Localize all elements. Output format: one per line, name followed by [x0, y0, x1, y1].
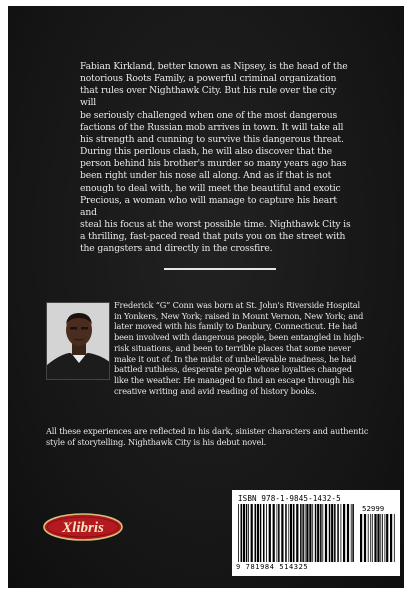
bio-line: creative writing and avid reading of history books. — [114, 385, 317, 396]
barcode-bar — [394, 514, 395, 562]
blurb-line: person behind his brother's murder so many years ago has — [80, 158, 347, 170]
barcode-bar — [273, 504, 275, 562]
isbn-label: ISBN 978-1-9845-1432-5 — [238, 494, 341, 503]
barcode-bar — [309, 504, 311, 562]
barcode-bar — [329, 504, 331, 562]
barcode-bar — [343, 504, 345, 562]
author-portrait-icon — [47, 303, 110, 380]
addon-barcode — [360, 514, 396, 562]
barcode-bar — [380, 514, 381, 562]
bio-line: make it out of. In the midst of unbelievable madness, he had — [114, 353, 357, 364]
blurb-line: Fabian Kirkland, better known as Nipsey, is the head of the — [80, 61, 348, 72]
xlibris-logo-icon — [42, 512, 124, 542]
barcode-bar — [331, 504, 333, 562]
barcode-bar — [368, 514, 369, 562]
bio-line: in Yonkers, New York; raised in Mount Vernon, New York; and — [114, 310, 364, 321]
blurb-line: factions of the Russian mob arrives in town. It will take all — [80, 121, 344, 133]
barcode-bar — [364, 514, 366, 562]
barcode-bar — [263, 504, 265, 562]
barcode-bar — [293, 504, 295, 562]
barcode-bar — [341, 504, 342, 562]
barcode-bar — [322, 504, 323, 562]
barcode-bar — [257, 504, 259, 562]
barcode-bar — [377, 514, 379, 562]
barcode-bar — [302, 504, 304, 562]
barcode-bar — [241, 504, 243, 562]
blurb-line: Precious, a woman who will manage to capture his heart and — [80, 194, 337, 218]
barcode-addon-number: 52999 — [362, 504, 385, 513]
barcode-bar — [290, 504, 292, 562]
back-cover — [8, 6, 404, 588]
barcode-bar — [266, 504, 267, 562]
blurb-line: that rules over Nighthawk City. But his rule over the city will — [80, 85, 337, 109]
barcode-bar — [246, 504, 248, 562]
barcode-bar — [238, 504, 239, 562]
bio-closing-line: style of storytelling. Nighthawk City is his debut novel. — [46, 436, 267, 447]
barcode-bar — [312, 504, 313, 562]
barcode-bar — [317, 504, 319, 562]
blurb-line: be seriously challenged when one of the most dangerous — [80, 109, 338, 121]
bio-line: like the weather. He managed to find an escape through his — [114, 374, 355, 385]
barcode-bar — [337, 504, 339, 562]
ean-number: 9 781984 514325 — [236, 563, 309, 571]
barcode-bar — [315, 504, 317, 562]
barcode-bar — [325, 504, 327, 562]
barcode-bar — [390, 514, 392, 562]
barcode-bar — [243, 504, 245, 562]
barcode-bar — [360, 514, 362, 562]
publisher-name: Xlibris — [62, 520, 104, 536]
bio-line: Frederick “G” Conn was born at St. John's Riverside Hospital — [114, 300, 361, 310]
barcode-bar — [277, 504, 278, 562]
barcode-bar — [382, 514, 383, 562]
barcode-bar — [351, 504, 352, 562]
publisher-logo — [42, 512, 124, 542]
bio-line: risk situations, and been to terrible places that some never — [114, 342, 351, 353]
barcode-bar — [278, 504, 280, 562]
blurb-line: steal his focus at the worst possible time. Nighthawk City is — [80, 219, 351, 231]
barcode-bar — [374, 514, 376, 562]
blurb-line: the gangsters and directly in the crossfire. — [80, 243, 273, 255]
book-blurb — [80, 61, 352, 256]
bio-line: later moved with his family to Danbury, Connecticut. He had — [114, 321, 358, 332]
barcode-bar — [300, 504, 302, 562]
barcode-bar — [255, 504, 257, 562]
blurb-line: a thrilling, fast-paced read that puts you on the street with — [80, 231, 346, 243]
blurb-line: During this perilous clash, he will also discover that the — [80, 146, 332, 158]
blurb-line: notorious Roots Family, a powerful criminal organization — [80, 73, 337, 85]
author-photo — [46, 302, 110, 380]
barcode-bar — [281, 504, 283, 562]
barcode-panel — [232, 490, 400, 576]
barcode-bar — [370, 514, 371, 562]
barcode-bar — [372, 514, 373, 562]
author-bio-closing — [46, 426, 396, 447]
barcode-bar — [306, 504, 308, 562]
ean-barcode — [238, 504, 354, 562]
barcode-bar — [305, 504, 306, 562]
barcode-bar — [386, 514, 388, 562]
barcode-bar — [288, 504, 289, 562]
barcode-bar — [248, 504, 249, 562]
barcode-bar — [320, 504, 322, 562]
barcode-bar — [352, 504, 354, 562]
section-divider — [164, 268, 276, 270]
bio-line: battled ruthless, desperate people whose loyalties changed — [114, 364, 352, 375]
barcode-bar — [285, 504, 287, 562]
barcode-bar — [296, 504, 298, 562]
barcode-bar — [260, 504, 262, 562]
barcode-bar — [385, 514, 386, 562]
blurb-line: his strength and cunning to survive this dangerous threat. — [80, 133, 344, 145]
author-bio — [114, 300, 404, 396]
barcode-bar — [251, 504, 253, 562]
bio-line: been involved with dangerous people, been entangled in high- — [114, 332, 364, 343]
barcode-bar — [347, 504, 349, 562]
bio-closing-line: All these experiences are reflected in his dark, sinister characters and authentic — [46, 426, 369, 436]
barcode-bar — [334, 504, 336, 562]
blurb-line: enough to deal with, he will meet the beautiful and exotic — [80, 182, 341, 194]
blurb-line: been right under his nose all along. And as if that is not — [80, 170, 332, 182]
barcode-bar — [269, 504, 271, 562]
